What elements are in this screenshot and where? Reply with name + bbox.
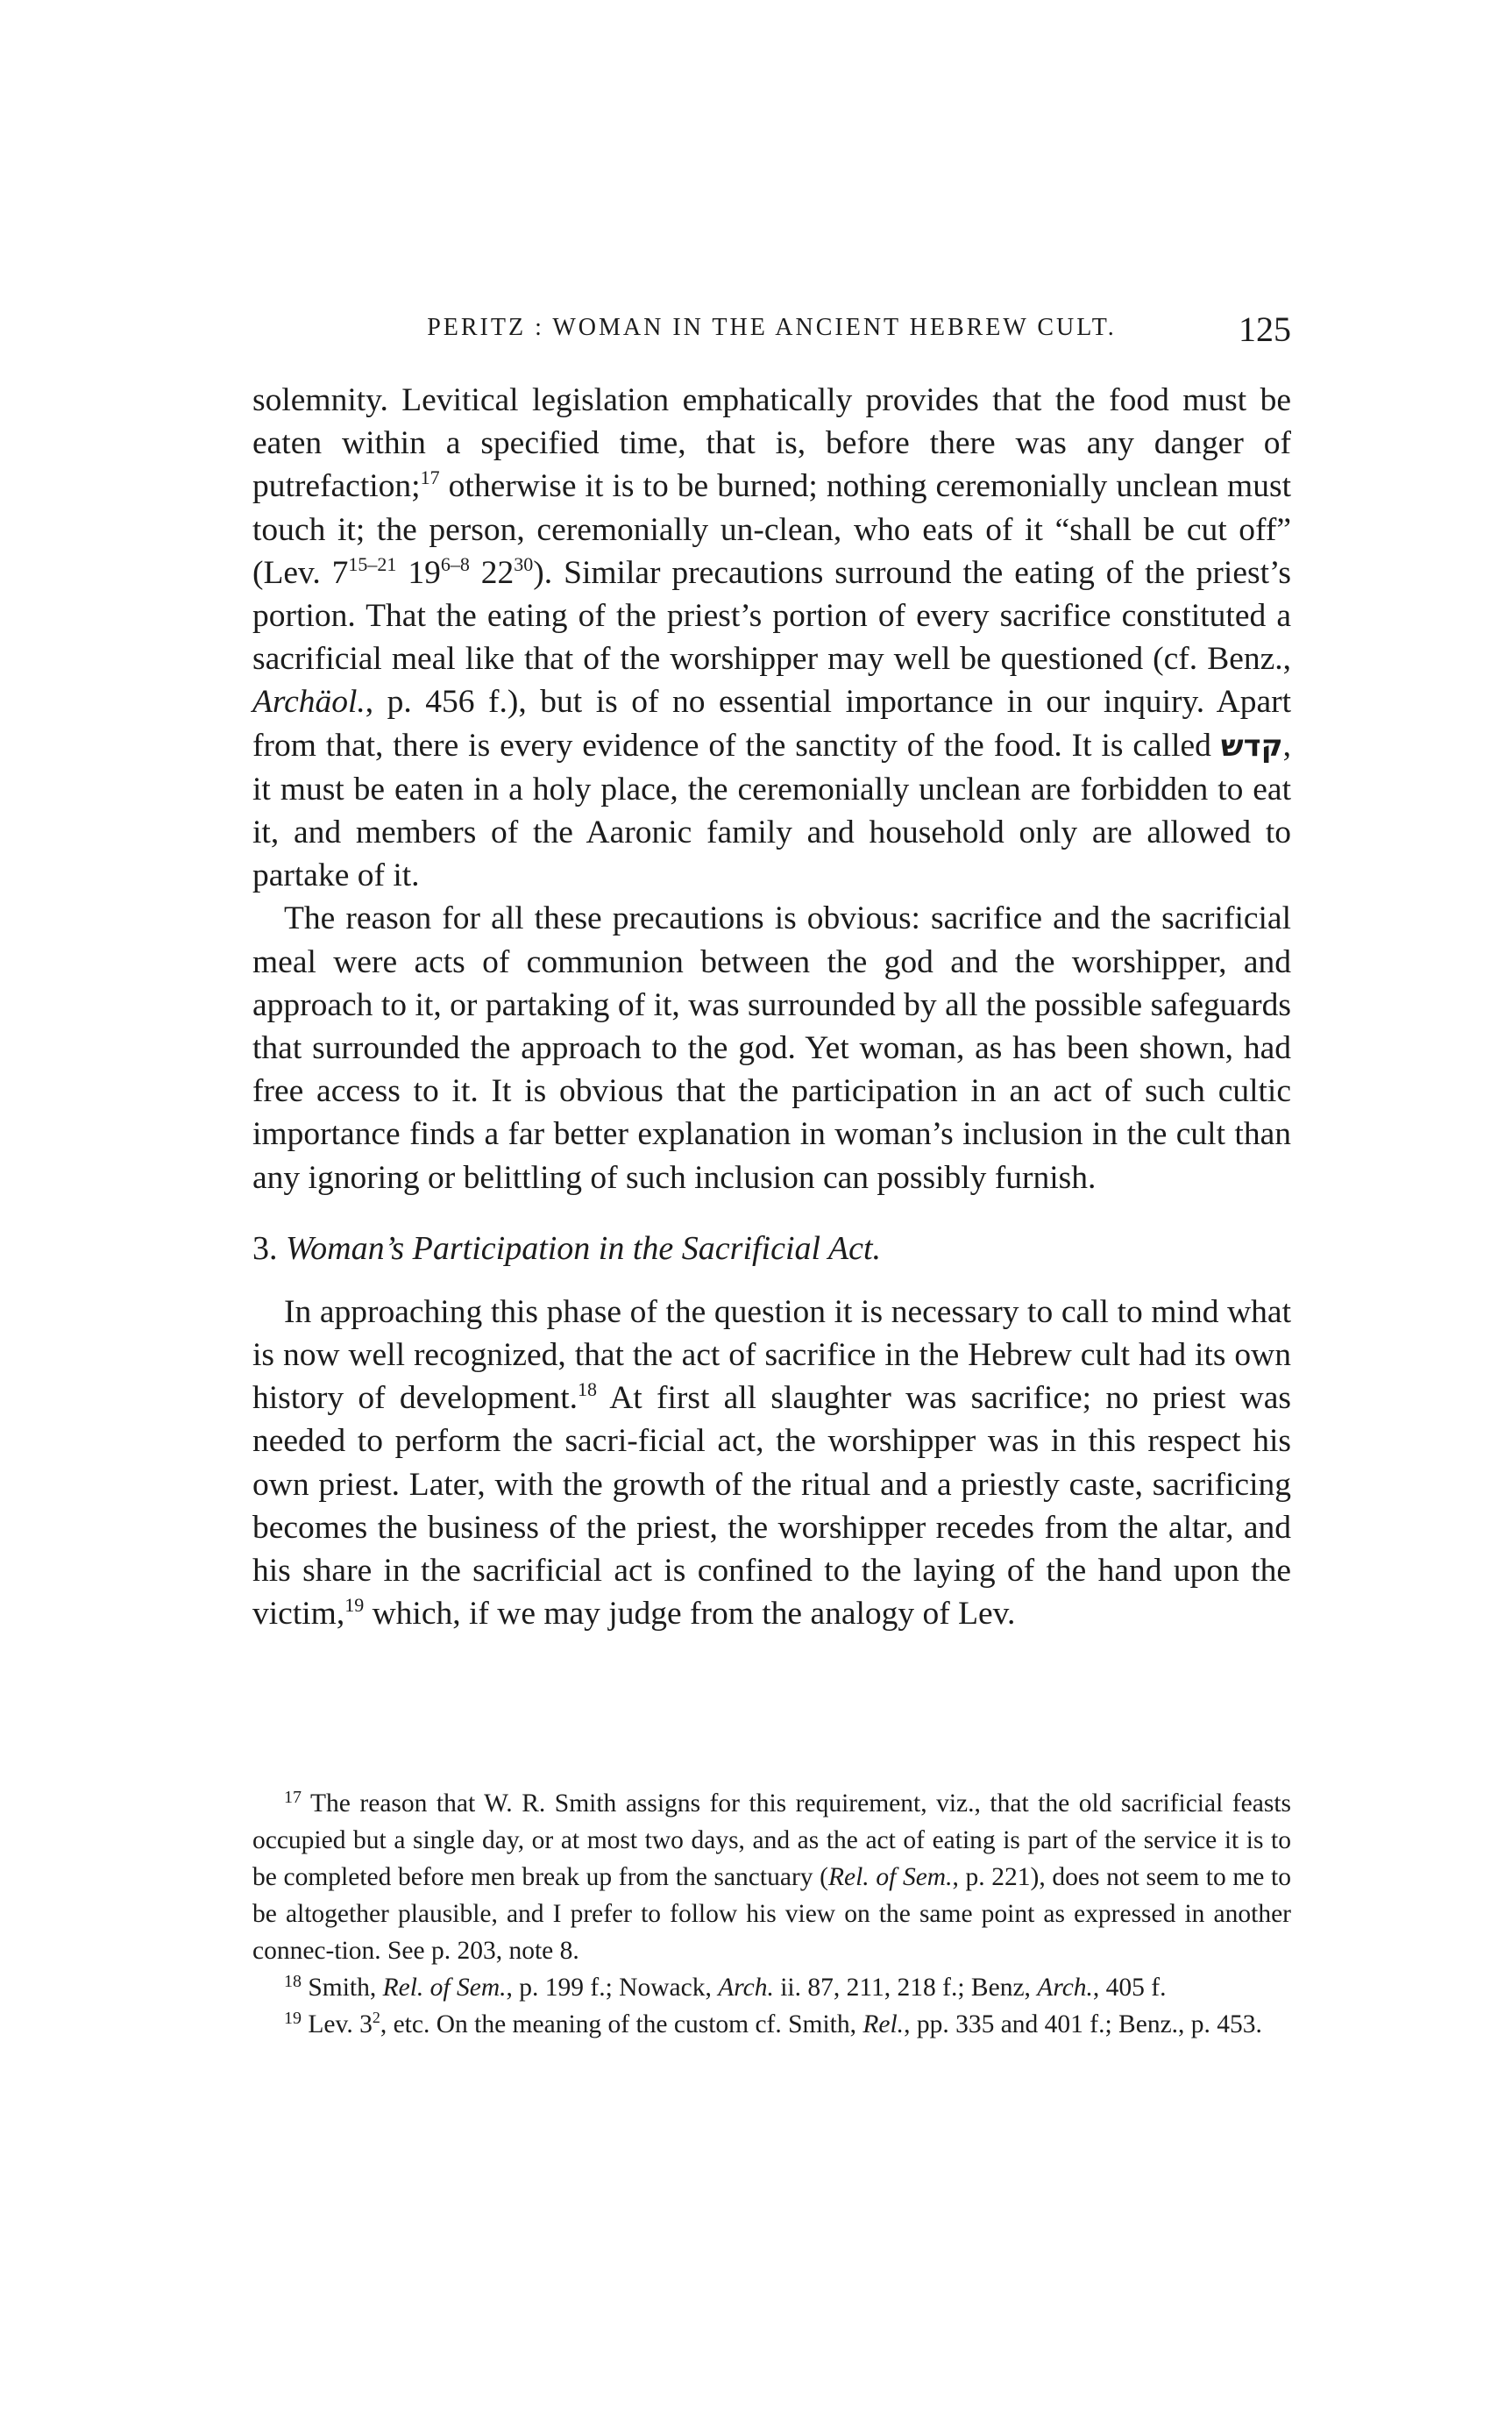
footnote-18	[252, 1969, 1291, 2006]
text-run: , p. 221), does not seem to me to be altogether plausible, and I prefer to follow his view on the same point as expressed in another connec-tion. See p. 203, note 8.	[252, 1863, 1291, 1965]
citation-italic: Arch.	[718, 1974, 774, 2002]
footnote-ref-19: 19	[344, 1594, 365, 1617]
page-header	[252, 309, 1291, 352]
text-run: ). Similar precautions surround the eating of the priest’s portion. That the eating of the priest’s portion of every sacrifice constituted a sacrificial meal like that of the worshipper may well be questioned (cf. Benz.,	[252, 554, 1292, 678]
text-run: 22	[469, 554, 515, 591]
text-run: , it must be eaten in a holy place, the ceremonially unclean are forbidden to eat it, and members of the Aaronic family and household only are allowed to partake of it.	[252, 727, 1291, 894]
verse-ref: 30	[514, 552, 534, 575]
footnote-number: 19	[284, 2009, 302, 2028]
footnotes	[252, 1785, 1291, 2043]
text-run: , etc. On the meaning of the custom cf. Smith,	[380, 2010, 863, 2038]
text-run: which, if we may judge from the analogy of Lev.	[364, 1596, 1016, 1633]
citation-italic: Rel.	[862, 2010, 905, 2038]
verse-ref: 15–21	[348, 552, 397, 575]
text-run: solemnity. Levitical legislation emphatically provides that the food must be eaten within a specified time, that is, before there was any danger of putrefaction;	[252, 382, 1291, 505]
page-number: 125	[1239, 309, 1291, 349]
hebrew-word: קדש	[1220, 728, 1283, 764]
citation-italic: Rel. of Sem.	[828, 1863, 953, 1891]
main-text	[252, 379, 1291, 1635]
section-number: 3.	[252, 1229, 278, 1267]
text-run: , pp. 335 and 401 f.; Benz., p. 453.	[904, 2010, 1262, 2038]
citation-italic: Archäol.	[252, 684, 366, 721]
text-run: At first all slaughter was sacrifice; no priest was needed to perform the sacri-ficial act, the worshipper was in this respect his own priest. Later, with the growth of the ritual and a priestly caste, sacrificing becomes the business of the priest, the worshipper recedes from the altar, and his share in the sacrificial act is confined to the laying of the hand upon the victim,	[252, 1380, 1291, 1633]
footnote-19	[252, 2006, 1291, 2043]
footnote-17	[252, 1785, 1291, 1969]
verse-ref: 6–8	[440, 552, 470, 575]
footnote-number: 18	[284, 1972, 302, 1991]
paragraph-2: The reason for all these precautions is obvious: sacrifice and the sacrificial meal were acts of communion between the god and the worshipper, and approach to it, or partaking of it, was surrounded by all the possible safeguards that surrounded the approach to the god. Yet woman, as has been shown, had free access to it. It is obvious that the participation in an act of such cultic importance finds a far better explanation in woman’s inclusion in the cult than any ignoring or belittling of such inclusion can possibly furnish.	[252, 900, 1291, 1196]
text-run: , p. 199 f.; Nowack,	[506, 1974, 719, 2002]
text-run: , 405 f.	[1092, 1974, 1167, 2002]
text-run: ii. 87, 211, 218 f.; Benz,	[773, 1974, 1038, 2002]
running-head: PERITZ : WOMAN IN THE ANCIENT HEBREW CULT.	[427, 314, 1117, 341]
text-run: , p. 456 f.), but is of no essential importance in our inquiry. Apart from that, there is every evidence of the sanctity of the food. It is called	[252, 684, 1291, 764]
citation-italic: Arch.	[1037, 1974, 1093, 2002]
citation-italic: Rel. of Sem.	[382, 1974, 507, 2002]
text-run: The reason that W. R. Smith assigns for this requirement, viz., that the old sacrificial feasts occupied but a single day, or at most two days, and as the act of eating is part of the service it is to be completed before men break up from the sanctuary (	[252, 1789, 1291, 1891]
text-run: In approaching this phase of the question it is necessary to call to mind what is now well recognized, that the act of sacrifice in the Hebrew cult had its own history of development.	[252, 1293, 1291, 1417]
footnote-number: 17	[284, 1788, 302, 1807]
section-title: Woman’s Participation in the Sacrificial Act.	[286, 1229, 882, 1267]
paragraph-1	[252, 379, 1291, 897]
section-heading	[252, 1226, 1291, 1271]
footnote-ref-18: 18	[578, 1378, 597, 1401]
footnote-ref-17: 17	[420, 466, 440, 489]
text-run: Lev. 3	[302, 2010, 373, 2038]
text-run: Smith,	[302, 1974, 383, 2002]
text-run: otherwise it is to be burned; nothing ceremonially unclean must touch it; the person, ceremonially un-clean, who eats of it “shall be cut off” (Lev. 7	[252, 468, 1291, 591]
text-run: 19	[396, 554, 441, 591]
paragraph-3	[252, 1291, 1291, 1636]
verse-ref: 2	[372, 2009, 380, 2026]
